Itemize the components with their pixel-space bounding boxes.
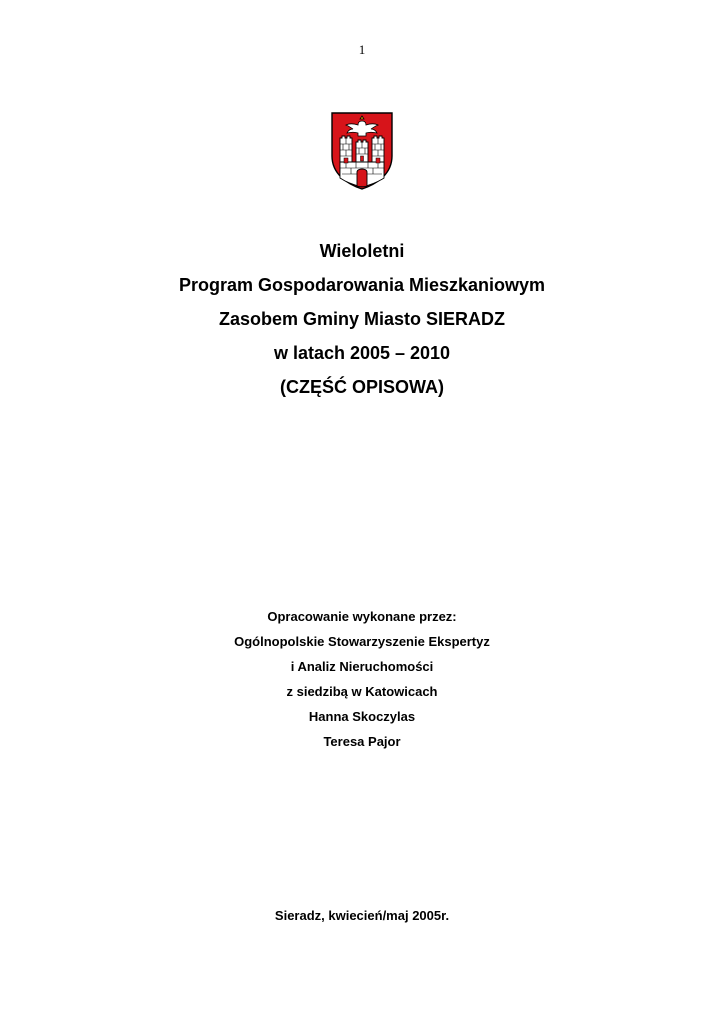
place-and-date: Sieradz, kwiecień/maj 2005r. <box>274 908 450 923</box>
title-line-1: Wieloletni <box>319 241 405 261</box>
author-name-1: Hanna Skoczylas <box>308 709 416 724</box>
page-number: 1 <box>358 42 366 57</box>
prepared-by-label: Opracowanie wykonane przez: <box>267 609 457 624</box>
document-title <box>0 234 724 404</box>
coat-of-arms-icon <box>331 112 393 190</box>
title-line-5: (CZĘŚĆ OPISOWA) <box>279 377 444 397</box>
gate-icon <box>357 169 367 187</box>
organization-location: z siedzibą w Katowicach <box>286 684 438 699</box>
authors-section <box>0 604 724 754</box>
author-name-2: Teresa Pajor <box>323 734 401 749</box>
title-line-4: w latach 2005 – 2010 <box>273 343 451 363</box>
title-line-3: Zasobem Gminy Miasto SIERADZ <box>218 309 506 329</box>
organization-line-1: Ogólnopolskie Stowarzyszenie Ekspertyz <box>234 634 490 649</box>
organization-line-2: i Analiz Nieruchomości <box>290 659 434 674</box>
title-line-2: Program Gospodarowania Mieszkaniowym <box>178 275 546 295</box>
